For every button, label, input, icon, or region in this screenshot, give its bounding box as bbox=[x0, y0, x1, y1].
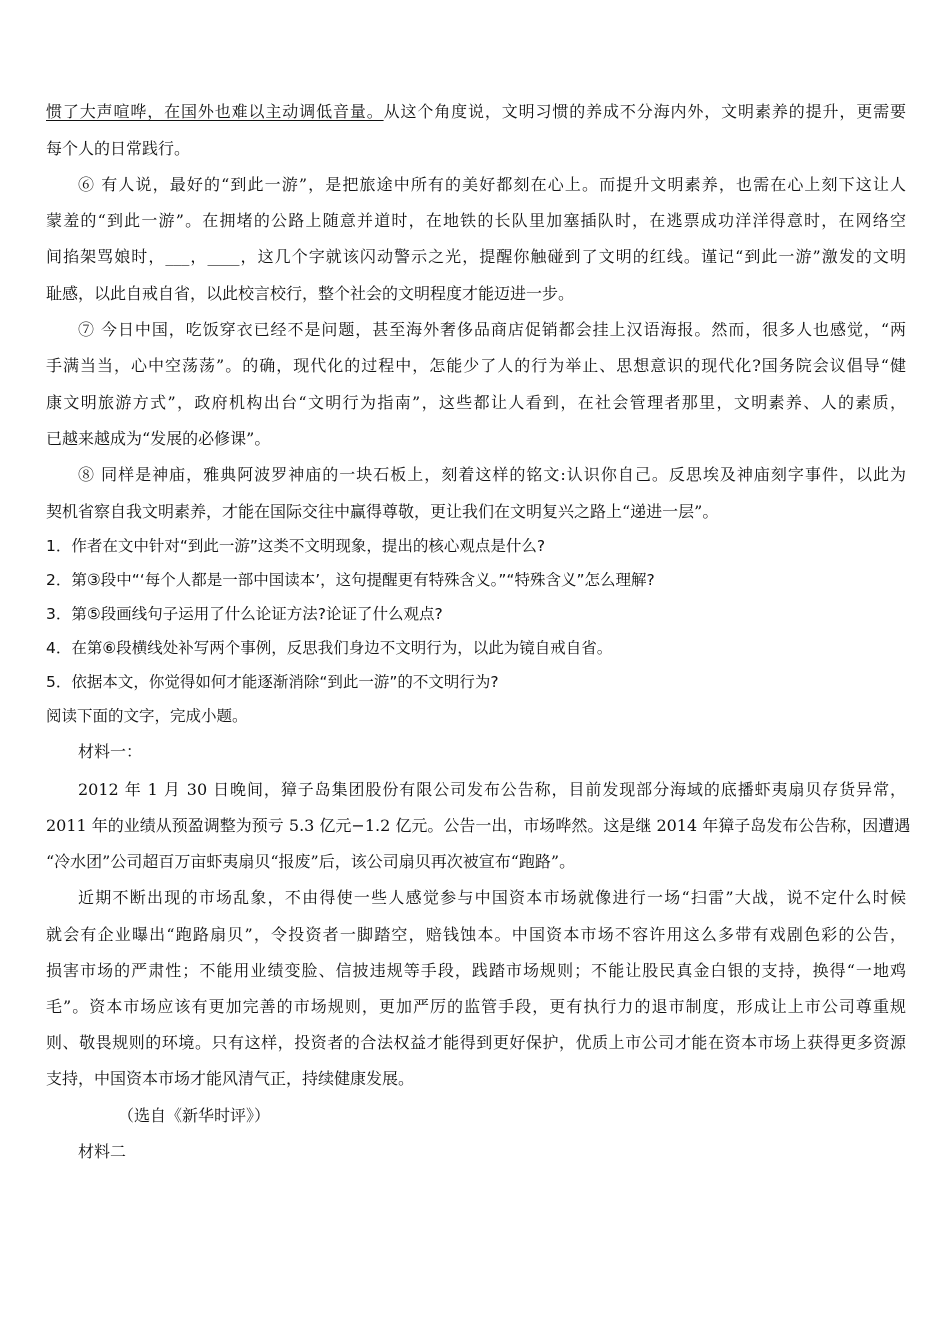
material-1-source: （选自《新华时评》） bbox=[118, 1106, 271, 1125]
material-1-line: 就会有企业曝出“跑路扇贝”，令投资者一脚踏空，赔钱蚀本。中国资本市场不容许用这么多带有戏剧色彩的公告， bbox=[46, 925, 906, 944]
paragraph-8-line: ⑧ 同样是神庙，雅典阿波罗神庙的一块石板上，刻着这样的铭文:认识你自己。反思埃及神庙刻字事件，以此为 bbox=[78, 465, 906, 484]
paragraph-6-line: 蒙羞的“到此一游”。在拥堵的公路上随意并道时，在地铁的长队里加塞插队时，在逃票成功洋洋得意时，在网络空 bbox=[46, 211, 906, 230]
paragraph-5-line-2: 每个人的日常践行。 bbox=[46, 139, 191, 158]
paragraph-6-line: 耻感，以此自戒自省，以此校言校行，整个社会的文明程度才能迈进一步。 bbox=[46, 284, 575, 303]
underlined-sentence: 惯了大声喧哗，在国外也难以主动调低音量。 bbox=[46, 102, 384, 121]
material-1-line: 2012 年 1 月 30 日晚间，獐子岛集团股份有限公司发布公告称，目前发现部分海域的底播虾夷扇贝存货异常， bbox=[78, 780, 906, 799]
material-1-line: “冷水团”公司超百万亩虾夷扇贝“报废”后，该公司扇贝再次被宣布“跑路”。 bbox=[46, 852, 576, 871]
paragraph-7-line: ⑦ 今日中国，吃饭穿衣已经不是问题，甚至海外奢侈品商店促销都会挂上汉语海报。然而，很多人也感觉，“两 bbox=[78, 320, 906, 339]
material-1-line: 则、敬畏规则的环境。只有这样，投资者的合法权益才能得到更好保护，优质上市公司才能在资本市场上获得更多资源 bbox=[46, 1033, 906, 1052]
question-item: 3．第⑤段画线句子运用了什么论证方法?论证了什么观点? bbox=[46, 605, 443, 623]
reading-instruction: 阅读下面的文字，完成小题。 bbox=[46, 707, 248, 725]
paragraph-7-line: 手满当当，心中空荡荡”。的确，现代化的过程中，怎能少了人的行为举止、思想意识的现代化?国务院会议倡导“健 bbox=[46, 356, 906, 375]
material-1-line: 2011 年的业绩从预盈调整为预亏 5.3 亿元−1.2 亿元。公告一出，市场哗然。这是继 2014 年獐子岛发布公告称，因遭遇 bbox=[46, 816, 911, 835]
material-1-line: 损害市场的严肃性；不能用业绩变脸、信披违规等手段，践踏市场规则；不能让股民真金白银的支持，换得“一地鸡 bbox=[46, 961, 906, 980]
material-1-line: 近期不断出现的市场乱象，不由得使一些人感觉参与中国资本市场就像进行一场“扫雷”大战，说不定什么时候 bbox=[78, 888, 906, 907]
paragraph-6-line: ⑥ 有人说，最好的“到此一游”，是把旅途中所有的美好都刻在心上。而提升文明素养，也需在心上刻下这让人 bbox=[78, 175, 906, 194]
material-1-line: 支持，中国资本市场才能风清气正，持续健康发展。 bbox=[46, 1069, 415, 1088]
material-2-label: 材料二 bbox=[78, 1142, 127, 1161]
paragraph-5-line-1 bbox=[46, 102, 906, 122]
paragraph-6-line: 间掐架骂娘时，___，____，这几个字就该闪动警示之光，提醒你触碰到了文明的红线。谨记“到此一游”激发的文明 bbox=[46, 247, 906, 266]
paragraph-5-rest: 从这个角度说，文明习惯的养成不分海内外，文明素养的提升，更需要 bbox=[383, 102, 906, 121]
material-1-label: 材料一： bbox=[78, 742, 143, 761]
material-1-line: 毛”。资本市场应该有更加完善的市场规则，更加严厉的监管手段，更有执行力的退市制度，形成让上市公司尊重规 bbox=[46, 997, 906, 1016]
question-item: 2．第③段中“‘每个人都是一部中国读本’，这句提醒更有特殊含义。”“特殊含义”怎么理解? bbox=[46, 571, 655, 589]
question-item: 5．依据本文，你觉得如何才能逐渐消除“到此一游”的不文明行为? bbox=[46, 673, 499, 691]
paragraph-8-line: 契机省察自我文明素养，才能在国际交往中赢得尊敬，更让我们在文明复兴之路上“递进一层”。 bbox=[46, 502, 719, 521]
paragraph-7-line: 康文明旅游方式”，政府机构出台“文明行为指南”，这些都让人看到，在社会管理者那里，文明素养、人的素质， bbox=[46, 393, 906, 412]
paragraph-7-line: 已越来越成为“发展的必修课”。 bbox=[46, 429, 271, 448]
question-item: 4．在第⑥段横线处补写两个事例，反思我们身边不文明行为，以此为镜自戒自省。 bbox=[46, 639, 613, 657]
question-item: 1．作者在文中针对“到此一游”这类不文明现象，提出的核心观点是什么? bbox=[46, 537, 546, 555]
